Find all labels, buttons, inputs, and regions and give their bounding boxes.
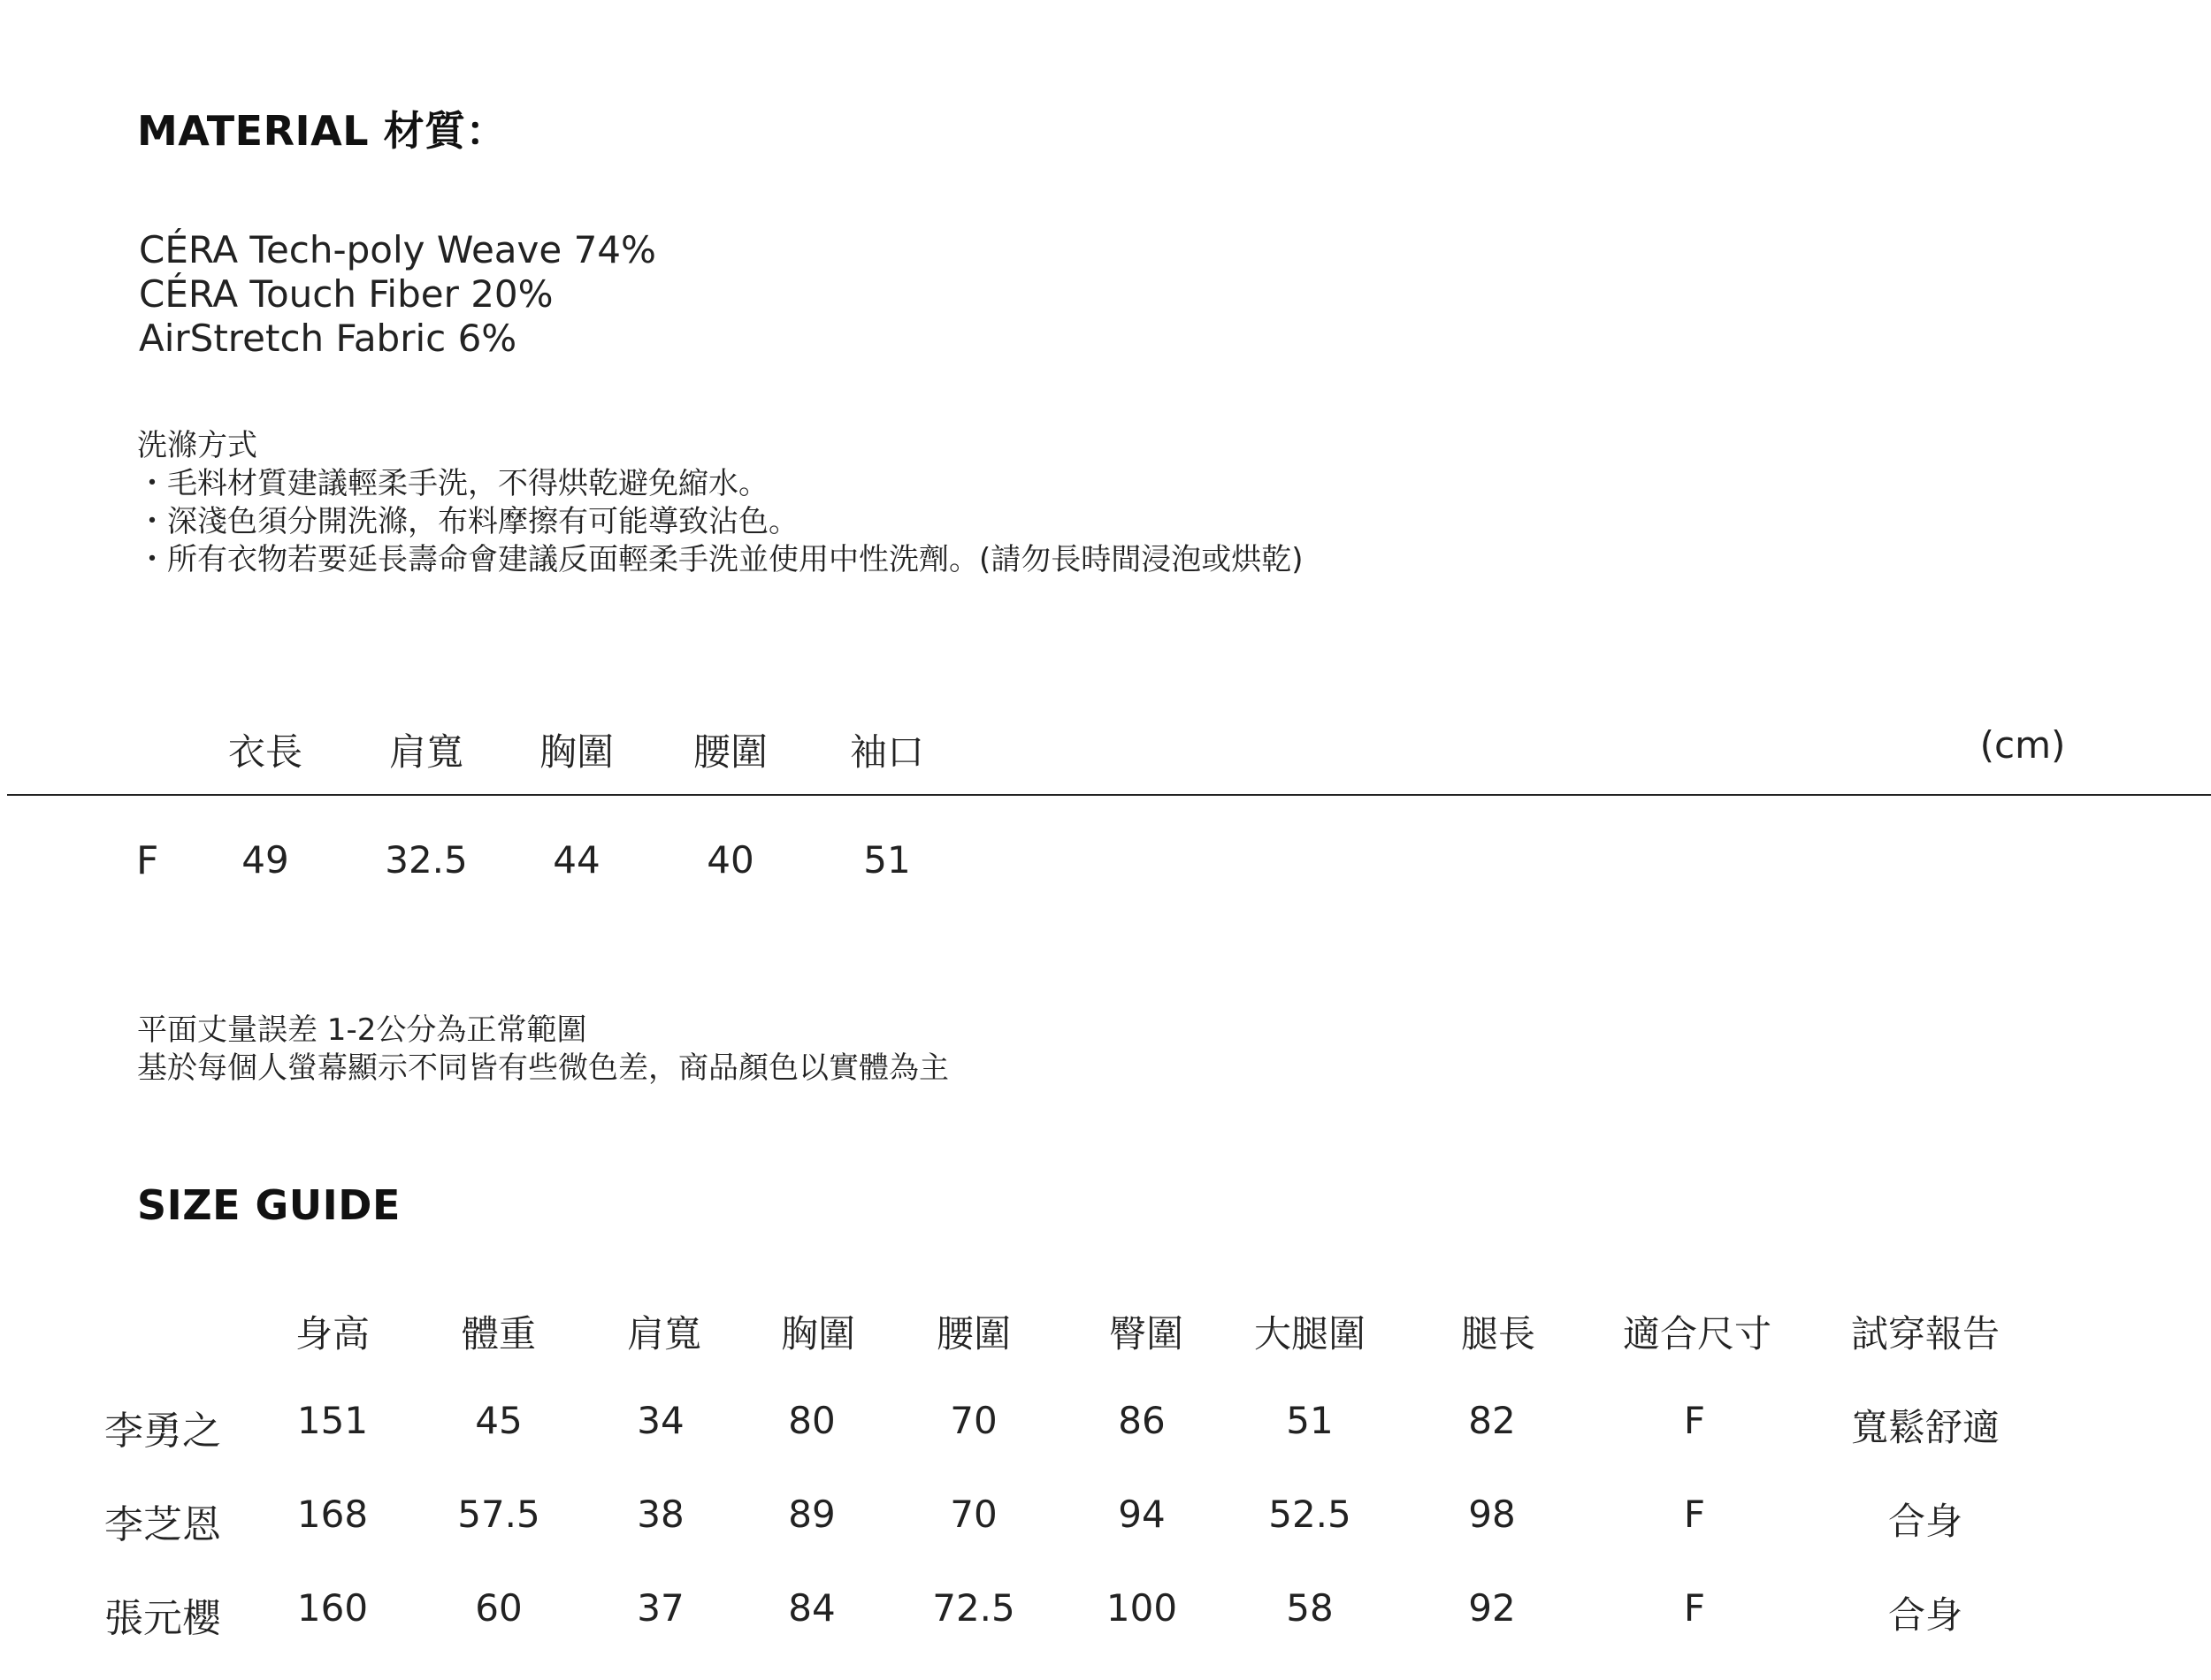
- guide-cell: 80: [788, 1399, 836, 1442]
- guide-cell: 82: [1468, 1399, 1516, 1442]
- guide-header: 腿長: [1460, 1312, 1536, 1355]
- measurement-notes: [137, 1012, 949, 1088]
- guide-cell: 86: [1118, 1399, 1166, 1442]
- guide-cell: 51: [1286, 1399, 1334, 1442]
- guide-cell: 72.5: [932, 1586, 1015, 1630]
- guide-header: 腰圍: [936, 1312, 1012, 1355]
- guide-cell: 70: [950, 1493, 998, 1536]
- size-label: F: [136, 838, 159, 883]
- care-instructions: [137, 427, 1304, 579]
- guide-header: 肩寬: [626, 1312, 702, 1355]
- measure-value: 49: [241, 838, 289, 882]
- guide-cell: 58: [1286, 1586, 1334, 1630]
- guide-cell: 98: [1468, 1493, 1516, 1536]
- guide-cell: 60: [475, 1586, 523, 1630]
- composition-item: CÉRA Tech-poly Weave 74%: [139, 228, 656, 271]
- guide-header: 試穿報告: [1850, 1312, 2001, 1355]
- guide-cell: 52.5: [1268, 1493, 1351, 1536]
- guide-cell: 45: [475, 1399, 523, 1442]
- composition-item: CÉRA Touch Fiber 20%: [139, 272, 554, 316]
- model-name: 李勇之: [104, 1409, 221, 1454]
- guide-cell: F: [1683, 1493, 1706, 1536]
- guide-header: 體重: [461, 1312, 537, 1355]
- guide-cell: 92: [1468, 1586, 1516, 1630]
- care-title: 洗滌方式: [137, 428, 257, 463]
- guide-cell: 37: [637, 1586, 685, 1630]
- guide-cell: F: [1683, 1586, 1706, 1630]
- guide-cell: 89: [788, 1493, 836, 1536]
- care-line: ・毛料材質建議輕柔手洗，不得烘乾避免縮水。: [137, 466, 769, 501]
- measure-header: 衣長: [227, 730, 303, 774]
- care-line: ・所有衣物若要延長壽命會建議反面輕柔手洗並使用中性洗劑。(請勿長時間浸泡或烘乾): [137, 542, 1304, 577]
- composition-list: [139, 228, 656, 361]
- guide-header: 適合尺寸: [1622, 1312, 1772, 1355]
- material-title: MATERIAL 材質：: [137, 107, 508, 155]
- guide-header: 臀圍: [1108, 1312, 1184, 1355]
- note-line: 平面丈量誤差 1-2公分為正常範圍: [137, 1012, 587, 1048]
- measure-value: 32.5: [385, 838, 468, 882]
- guide-cell: 168: [296, 1493, 369, 1536]
- guide-cell: 寬鬆舒適: [1850, 1406, 2001, 1449]
- measure-header: 袖口: [849, 730, 925, 774]
- measure-value: 51: [863, 838, 911, 882]
- measure-header: 胸圍: [539, 730, 615, 774]
- model-name: 張元櫻: [104, 1596, 221, 1641]
- measure-header: 肩寬: [388, 730, 464, 774]
- note-line: 基於每個人螢幕顯示不同皆有些微色差，商品顏色以實體為主: [137, 1050, 949, 1086]
- guide-cell: F: [1683, 1399, 1706, 1442]
- guide-cell: 151: [296, 1399, 369, 1442]
- guide-cell: 100: [1106, 1586, 1178, 1630]
- guide-header: 身高: [295, 1312, 371, 1355]
- guide-header: 胸圍: [780, 1312, 856, 1355]
- size-guide-title: SIZE GUIDE: [137, 1181, 401, 1229]
- measure-value: 44: [553, 838, 601, 882]
- guide-cell: 34: [637, 1399, 685, 1442]
- measure-header: 腰圍: [692, 730, 769, 774]
- guide-cell: 94: [1118, 1493, 1166, 1536]
- composition-item: AirStretch Fabric 6%: [139, 317, 517, 360]
- guide-cell: 84: [788, 1586, 836, 1630]
- guide-cell: 合身: [1887, 1500, 1963, 1543]
- table-divider: [7, 794, 2211, 796]
- guide-cell: 合身: [1887, 1593, 1963, 1637]
- unit-label: (cm): [1979, 723, 2066, 767]
- care-line: ・深淺色須分開洗滌，布料摩擦有可能導致沾色。: [137, 504, 799, 539]
- guide-cell: 57.5: [457, 1493, 540, 1536]
- guide-cell: 160: [296, 1586, 369, 1630]
- guide-cell: 70: [950, 1399, 998, 1442]
- model-name: 李芝恩: [104, 1502, 221, 1547]
- guide-cell: 38: [637, 1493, 685, 1536]
- measure-value: 40: [707, 838, 754, 882]
- guide-header: 大腿圍: [1253, 1312, 1366, 1355]
